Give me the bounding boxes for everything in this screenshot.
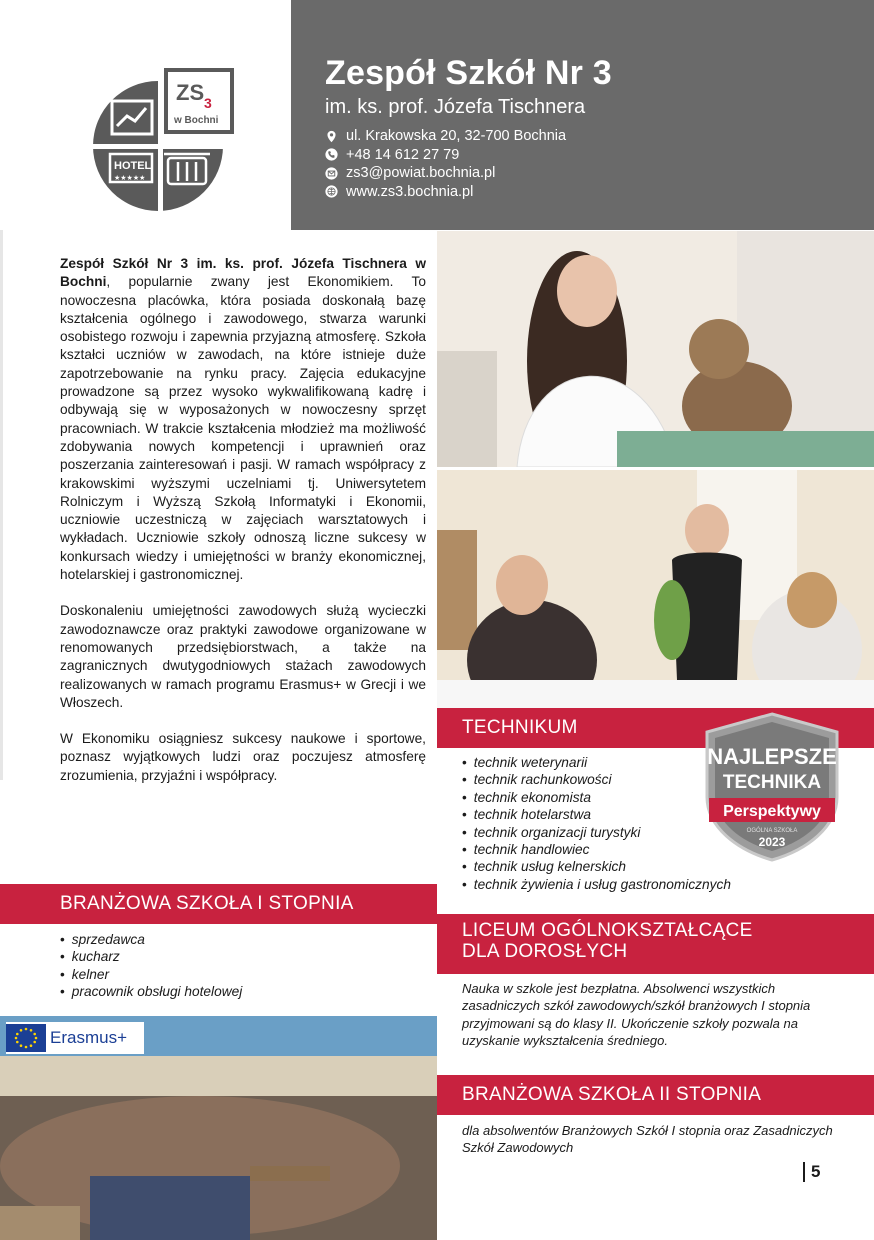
logo-sub-text: w Bochni [174, 115, 219, 126]
contact-phone [325, 146, 566, 165]
list-item: • pracownik obsługi hotelowej [60, 983, 242, 1000]
intro-bold-lead: Zespół Szkół Nr 3 im. ks. prof. Józefa Tischnera w Bochni [60, 256, 426, 290]
badge-line1: NAJLEPSZE [707, 744, 837, 769]
technikum-heading: TECHNIKUM [437, 708, 874, 748]
location-pin-icon [325, 130, 338, 143]
contact-website[interactable] [325, 183, 566, 202]
erasmus-label: Erasmus+ [50, 1028, 127, 1047]
photo-vet-student-with-dog [437, 231, 874, 467]
contact-list [325, 127, 566, 201]
email-text[interactable]: zs3@powiat.bochnia.pl [346, 165, 496, 182]
envelope-icon [325, 167, 338, 180]
list-item: • technik żywienia i usług gastronomicznych [462, 876, 731, 893]
contact-email[interactable] [325, 164, 566, 183]
list-item: • technik organizacji turystyki [462, 824, 731, 841]
phone-icon [325, 148, 338, 161]
intro-paragraph-2: Doskonaleniu umiejętności zawodowych służą wycieczki zawodoznawcze oraz praktyki zawodowe organizowane w renomowanych przedsiębiorstwach, a także na zagranicznych dwutygodniowych stażach zawodowych realizowanych w ramach programu Erasmus+ w Grecji i we Włoszech. [60, 603, 426, 710]
intro-paragraph-1 [60, 255, 426, 584]
intro-p1-rest: , popularnie zwany jest Ekonomikiem. To nowoczesna placówka, która posiada doskonałą bazę kształcenia ogólnego i zawodowego, stwarza warunki osobistego rozwoju i zapewnia przyjazną atmosferę. Szkoła kształci uczniów w zawodach, na które istnieje duże zapotrzebowanie na rynku pracy. Zajęcia edukacyjne prowadzone są przez wysoko wykwalifikowaną kadrę i odbywają się w wyposażonych w nowoczesny sprzęt pracowniach. W trakcie kształcenia młodzież ma możliwość zdobywania nowych kompetencji i uprawnień oraz poszerzania zainteresowań i pasji. W ramach współpracy z krakowskimi wyższymi uczelniami tj. Uniwersytetem Rolniczym i Wyższą Szkołą Informatyki i Ekonomii, uczniowie uczestniczą w zajęciach warsztatowych i wykładach. Uczniowie szkoły odnoszą liczne sukcesy w konkursach wiedzy i umiejętności w branży ekonomicznej, hotelarskiej i gastronomicznej. [60, 274, 426, 583]
intro-paragraph-3: W Ekonomiku osiągniesz sukcesy naukowe i sportowe, poznasz wyjątkowych ludzi oraz poczujesz atmosferę zrozumienia, przyjaźni i współpracy. [60, 731, 426, 783]
badge-line2: TECHNIKA [722, 772, 822, 793]
contact-address [325, 127, 566, 146]
liceum-heading [437, 914, 874, 974]
branzowa2-note: dla absolwentów Branżowych Szkół I stopnia oraz Zasadniczych Szkół Zawodowych [462, 1123, 833, 1156]
list-item: • kucharz [60, 948, 242, 965]
header-panel [291, 0, 874, 230]
list-item: • technik ekonomista [462, 789, 731, 806]
logo-zs-text: ZS [176, 80, 205, 105]
school-logo [90, 68, 235, 213]
liceum-note: Nauka w szkole jest bezpłatna. Absolwenci wszystkich zasadniczych szkół zawodowych/szkół branżowych I stopnia przyjmowani są do klasy II. Ukończenie szkoły pozwala na uzyskanie wykształcenia średniego. [462, 981, 811, 1049]
badge-small: OGÓLNA SZKOŁA [746, 828, 798, 834]
eu-flag-icon [6, 1024, 46, 1052]
branzowa1-heading: BRANŻOWA SZKOŁA I STOPNIA [0, 884, 437, 924]
globe-icon [325, 185, 338, 198]
school-subtitle: im. ks. prof. Józefa Tischnera [325, 96, 586, 118]
liceum-heading-line2: DLA DOROSŁYCH [462, 941, 628, 962]
badge-ribbon: Perspektywy [723, 803, 821, 820]
list-item: • sprzedawca [60, 931, 242, 948]
side-strip [0, 230, 3, 780]
list-item: • kelner [60, 966, 242, 983]
website-text[interactable]: www.zs3.bochnia.pl [346, 183, 474, 200]
liceum-heading-line1: LICEUM OGÓLNOKSZTAŁCĄCE [462, 920, 753, 941]
technikum-list [462, 754, 731, 893]
photo-hotel-service [437, 470, 874, 708]
phone-text: +48 14 612 27 79 [346, 146, 460, 163]
intro-text [60, 255, 426, 803]
badge-year: 2023 [758, 835, 786, 849]
najlepsze-technika-badge [697, 712, 847, 862]
erasmus-logo [6, 1022, 144, 1054]
branzowa2-heading: BRANŻOWA SZKOŁA II STOPNIA [437, 1075, 874, 1115]
list-item: • technik rachunkowości [462, 771, 731, 788]
address-text: ul. Krakowska 20, 32-700 Bochnia [346, 128, 567, 145]
logo-hotel-text: HOTEL [114, 160, 152, 172]
list-item: • technik handlowiec [462, 841, 731, 858]
hotel-photo-illustration [437, 470, 874, 708]
list-item: • technik usług kelnerskich [462, 858, 731, 875]
vet-photo-illustration [437, 231, 874, 467]
logo-stars: ★★★★★ [114, 174, 146, 182]
branzowa1-list [60, 931, 242, 1001]
page-number: 5 [803, 1162, 820, 1182]
list-item: • technik hotelarstwa [462, 806, 731, 823]
logo-superscript: 3 [204, 95, 212, 111]
list-item: • technik weterynarii [462, 754, 731, 771]
school-title: Zespół Szkół Nr 3 [325, 54, 612, 92]
